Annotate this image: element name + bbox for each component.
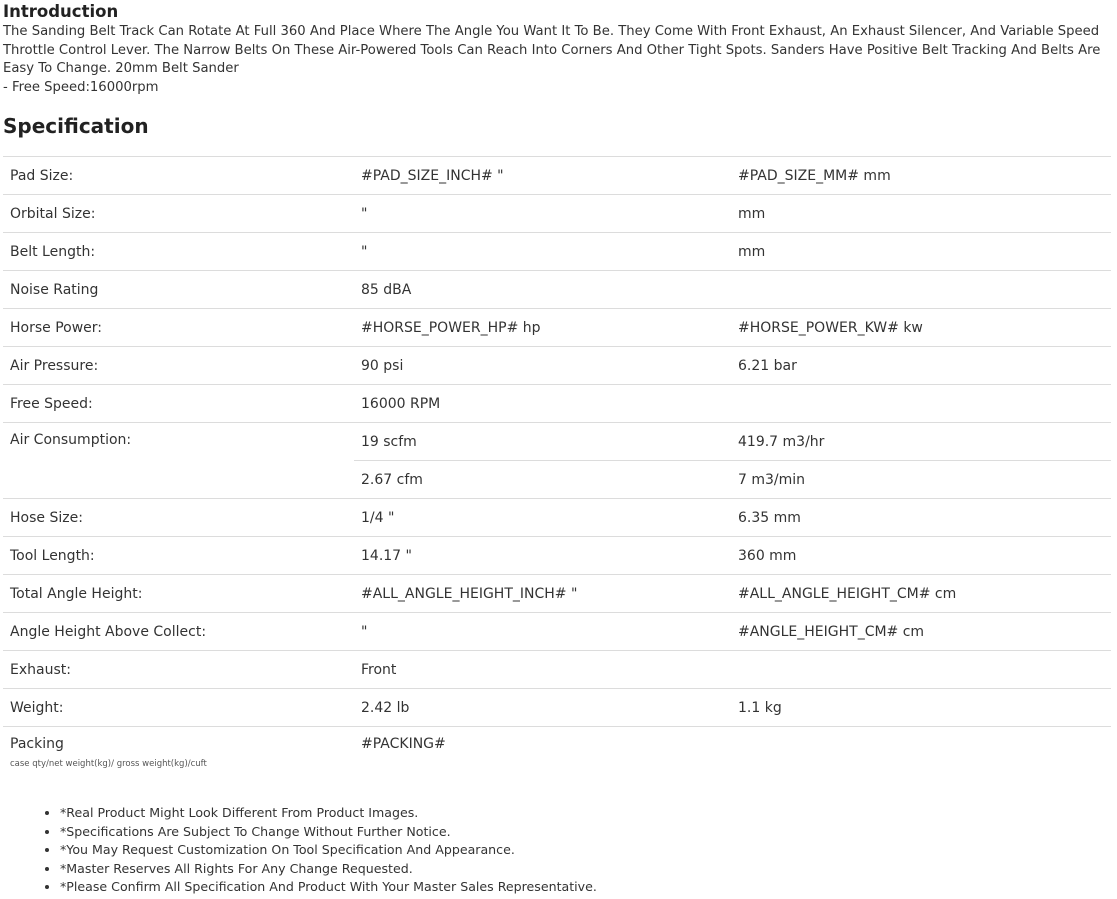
introduction-paragraph: The Sanding Belt Track Can Rotate At Full 360 And Place Where The Angle You Want It To Be. They Come With Front Exhaust, An Exhaust Silencer, And Variable Speed Throttle Control Lever. The Narrow Belts On These Air-Powered Tools Can Reach Into Corners And Other Tight Spots. Sanders Have Positive Belt Tracking And Belts Are Easy To Change. 20mm Belt Sander <box>3 24 1101 76</box>
spec-row-angle-height-above-collect <box>3 613 1111 651</box>
spec-row-total-angle-height <box>3 575 1111 613</box>
spec-imperial-value: " <box>354 195 731 233</box>
spec-label: Tool Length: <box>3 537 354 575</box>
spec-label: Air Consumption: <box>3 423 354 499</box>
introduction-heading: Introduction <box>3 2 119 21</box>
spec-metric-value <box>731 727 1111 783</box>
spec-label: Noise Rating <box>3 271 354 309</box>
spec-metric-value: #HORSE_POWER_KW# kw <box>731 309 1111 347</box>
spec-metric-value: 6.21 bar <box>731 347 1111 385</box>
spec-label: Orbital Size: <box>3 195 354 233</box>
free-speed-line: - Free Speed:16000rpm <box>3 79 159 95</box>
spec-label: Angle Height Above Collect: <box>3 613 354 651</box>
spec-row-weight <box>3 689 1111 727</box>
spec-row-air-consumption <box>3 423 1111 461</box>
spec-metric-value: 7 m3/min <box>731 461 1111 499</box>
spec-row-air-pressure <box>3 347 1111 385</box>
spec-metric-value: mm <box>731 195 1111 233</box>
spec-imperial-value: 90 psi <box>354 347 731 385</box>
disclaimer-item: • *You May Request Customization On Tool Specification And Appearance. <box>60 841 597 860</box>
spec-label: Total Angle Height: <box>3 575 354 613</box>
spec-row-free-speed <box>3 385 1111 423</box>
spec-imperial-value: 16000 RPM <box>354 385 731 423</box>
spec-label: Belt Length: <box>3 233 354 271</box>
spec-label: Horse Power: <box>3 309 354 347</box>
spec-imperial-value: #PAD_SIZE_INCH# " <box>354 157 731 195</box>
spec-imperial-value: #PACKING# <box>354 727 731 783</box>
spec-label: Pad Size: <box>3 157 354 195</box>
spec-row-packing <box>3 727 1111 783</box>
spec-metric-value: 360 mm <box>731 537 1111 575</box>
disclaimer-list <box>3 804 597 897</box>
spec-metric-value: 6.35 mm <box>731 499 1111 537</box>
spec-metric-value: 419.7 m3/hr <box>731 423 1111 461</box>
spec-row-horse-power <box>3 309 1111 347</box>
spec-label-cell <box>3 727 354 783</box>
spec-imperial-value: 14.17 " <box>354 537 731 575</box>
specification-table <box>3 156 1111 782</box>
spec-imperial-value: 2.42 lb <box>354 689 731 727</box>
spec-metric-value <box>731 651 1111 689</box>
spec-metric-value: mm <box>731 233 1111 271</box>
disclaimer-item: • *Master Reserves All Rights For Any Change Requested. <box>60 860 597 879</box>
spec-label: Packing <box>10 736 64 752</box>
spec-metric-value: #ALL_ANGLE_HEIGHT_CM# cm <box>731 575 1111 613</box>
spec-row-pad-size <box>3 157 1111 195</box>
spec-imperial-value: 1/4 " <box>354 499 731 537</box>
disclaimer-item: • *Real Product Might Look Different From Product Images. <box>60 804 597 823</box>
disclaimer-item: • *Specifications Are Subject To Change Without Further Notice. <box>60 823 597 842</box>
spec-metric-value <box>731 271 1111 309</box>
spec-imperial-value: " <box>354 233 731 271</box>
spec-imperial-value: 19 scfm <box>354 423 731 461</box>
spec-imperial-value: 85 dBA <box>354 271 731 309</box>
spec-label: Air Pressure: <box>3 347 354 385</box>
spec-imperial-value: #ALL_ANGLE_HEIGHT_INCH# " <box>354 575 731 613</box>
spec-label: Hose Size: <box>3 499 354 537</box>
spec-label: Free Speed: <box>3 385 354 423</box>
spec-label: Exhaust: <box>3 651 354 689</box>
spec-imperial-value: Front <box>354 651 731 689</box>
spec-row-belt-length <box>3 233 1111 271</box>
spec-label: Weight: <box>3 689 354 727</box>
disclaimer-item: • *Please Confirm All Specification And Product With Your Master Sales Representative. <box>60 878 597 897</box>
spec-row-tool-length <box>3 537 1111 575</box>
spec-row-noise-rating <box>3 271 1111 309</box>
spec-metric-value: #ANGLE_HEIGHT_CM# cm <box>731 613 1111 651</box>
spec-row-orbital-size <box>3 195 1111 233</box>
spec-metric-value: 1.1 kg <box>731 689 1111 727</box>
spec-imperial-value: #HORSE_POWER_HP# hp <box>354 309 731 347</box>
specification-heading: Specification <box>3 114 149 138</box>
packing-note: case qty/net weight(kg)/ gross weight(kg)/cuft <box>10 759 207 769</box>
spec-row-hose-size <box>3 499 1111 537</box>
spec-metric-value <box>731 385 1111 423</box>
spec-metric-value: #PAD_SIZE_MM# mm <box>731 157 1111 195</box>
spec-imperial-value: 2.67 cfm <box>354 461 731 499</box>
spec-row-exhaust <box>3 651 1111 689</box>
introduction-text <box>3 23 1114 97</box>
spec-imperial-value: " <box>354 613 731 651</box>
